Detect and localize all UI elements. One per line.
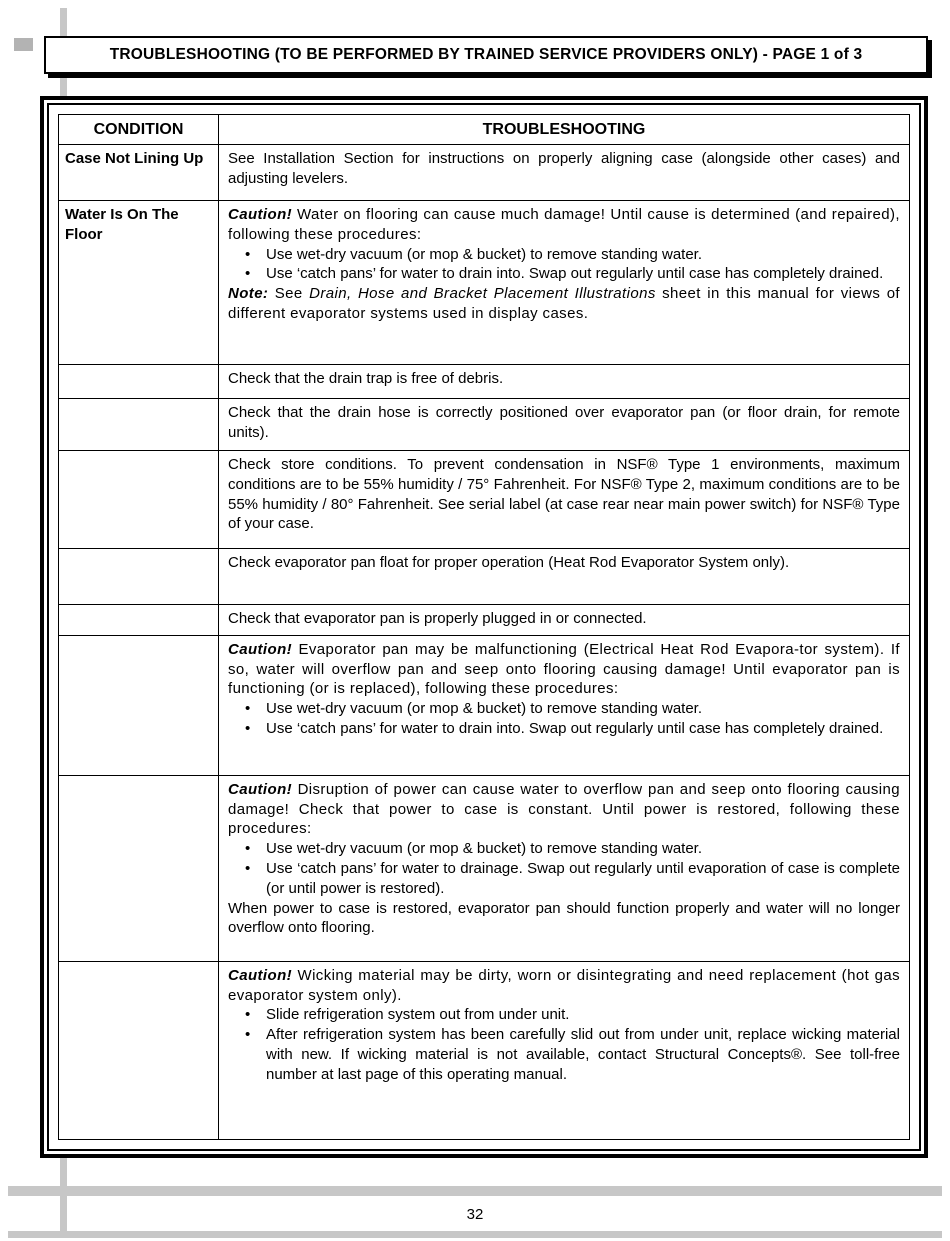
paragraph [228,455,900,534]
table-row [59,549,910,605]
text-segment: Use ‘catch pans’ for water to drainage. Swap out regularly until evaporation of case is complete (or until power is restored). [266,859,900,897]
text-segment: Drain, Hose and Bracket Placement Illustrations [309,285,656,303]
text-content [228,370,503,387]
text-segment: Check that evaporator pan is properly plugged in or connected. [228,610,647,627]
corner-registration-mark [14,38,33,51]
table-row [59,451,910,549]
paragraph [228,553,900,573]
paragraph [228,966,900,1006]
text-segment: Check that the drain trap is free of debris. [228,370,504,387]
bullet-item [228,1025,900,1084]
paragraph [228,403,900,443]
bullet-icon: • [245,1006,251,1024]
text-segment: Caution! [228,206,293,223]
text-content [266,719,900,739]
paragraph [228,205,900,245]
text-segment: See Installation Section for instructions on properly aligning case (alongside other cases) and adjusting levelers. [228,150,900,187]
condition-cell [59,451,219,549]
text-segment: Evaporator pan may be malfunctioning (Electrical Heat Rod Evapora-tor system). If so, water will overflow pan and seep onto flooring causing damage! Until evaporator pan is functioning (or is replaced), following these procedures: [228,640,900,698]
text-segment: Use wet-dry vacuum (or mop & bucket) to remove standing water. [266,840,703,858]
text-segment: Use ‘catch pans’ for water to drain into. Swap out regularly until case has completely drained. [266,719,884,737]
text-segment: Use wet-dry vacuum (or mop & bucket) to remove standing water. [266,245,703,263]
table-row [59,201,910,365]
paragraph [228,609,900,629]
text-segment: Check evaporator pan float for proper operation (Heat Rod Evaporator System only). [228,554,790,571]
table-row [59,775,910,961]
text-segment: Use ‘catch pans’ for water to drain into. Swap out regularly until case has completely drained. [266,265,884,283]
condition-cell: Case Not Lining Up [59,145,219,201]
text-content [228,150,900,187]
text-segment: After refrigeration system has been carefully slid out from under unit, replace wicking material with new. If wicking material is not available, contact Structural Concepts®. See toll-free number at last page of this operating manual. [266,1026,900,1083]
bullet-item [228,719,900,739]
text-segment: Use wet-dry vacuum (or mop & bucket) to remove standing water. [266,700,703,718]
troubleshooting-cell [219,399,910,451]
table-row [59,145,910,201]
bullet-item [228,1005,900,1025]
troubleshooting-cell [219,549,910,605]
text-content [228,456,900,532]
troubleshooting-cell [219,365,910,399]
text-content [266,1005,900,1025]
condition-cell [59,399,219,451]
table-row [59,635,910,775]
text-content [228,206,900,243]
footer-decoration-bar-top [8,1186,942,1196]
text-segment: See [268,285,310,303]
bullet-icon: • [245,840,251,858]
bullet-icon: • [245,265,251,283]
paragraph [228,149,900,189]
table-header-row [59,115,910,145]
text-segment: Caution! [228,640,293,658]
text-content [228,285,900,322]
paragraph [228,899,900,939]
paragraph [228,780,900,839]
text-segment: sheet in this manual for views of different evaporator systems used in display cases. [228,285,900,322]
paragraph [228,369,900,389]
bullet-item [228,859,900,899]
text-segment: Caution! [228,780,293,798]
text-content [228,967,900,1004]
paragraph [228,284,900,324]
troubleshooting-cell [219,451,910,549]
bullet-icon: • [245,700,251,718]
text-content [266,1025,900,1084]
bullet-item [228,839,900,859]
table-row [59,399,910,451]
text-segment: Check store conditions. To prevent condensation in NSF® Type 1 environments, maximum conditions are to be 55% humidity / 75° Fahrenheit. For NSF® Type 2, maximum conditions are to be 55% humidity / 80° Fahrenheit. See serial label (at case rear near main power switch) for NSF® Type of your case. [228,456,900,533]
condition-cell [59,365,219,399]
page-header-banner [44,36,928,74]
text-content [266,699,900,719]
text-content [228,781,900,838]
text-content [228,404,900,441]
column-header-troubleshooting: TROUBLESHOOTING [219,115,910,145]
troubleshooting-table [58,114,910,1140]
condition-cell [59,635,219,775]
text-segment: Slide refrigeration system out from under unit. [266,1006,570,1024]
text-content [266,245,900,265]
table-body [59,145,910,1140]
column-header-condition: CONDITION [59,115,219,145]
page-header-title: TROUBLESHOOTING (TO BE PERFORMED BY TRAINED SERVICE PROVIDERS ONLY) - PAGE 1 of 3 [109,46,863,63]
condition-cell [59,775,219,961]
text-content [228,900,900,937]
text-content [266,859,900,899]
troubleshooting-cell [219,961,910,1139]
text-segment: Note: [228,285,269,303]
text-content [228,554,789,571]
troubleshooting-table-inner-border [47,103,921,1151]
footer-decoration-bar-bottom [8,1231,942,1238]
bullet-icon: • [245,245,251,263]
bullet-item [228,245,900,265]
text-segment: Wicking material may be dirty, worn or disintegrating and need replacement (hot gas evaporator system only). [228,966,900,1004]
condition-cell [59,961,219,1139]
troubleshooting-cell [219,775,910,961]
condition-cell [59,549,219,605]
table-row [59,961,910,1139]
bullet-item [228,699,900,719]
paragraph [228,640,900,699]
text-content [228,641,900,698]
troubleshooting-table-frame [40,96,928,1158]
text-segment: Disruption of power can cause water to overflow pan and seep onto flooring causing damage! Check that power to case is constant. Until power is restored, following these procedures: [228,780,900,838]
troubleshooting-cell [219,201,910,365]
text-content [266,264,900,284]
text-segment: When power to case is restored, evaporator pan should function properly and water will no longer overflow onto flooring. [228,899,900,937]
condition-cell [59,605,219,636]
text-segment: Check that the drain hose is correctly positioned over evaporator pan (or floor drain, for remote units). [228,404,900,441]
text-segment: Water on flooring can cause much damage! Until cause is determined (and repaired), following these procedures: [228,206,900,243]
text-content [266,839,900,859]
text-content [228,610,647,627]
table-row [59,605,910,636]
text-segment: Caution! [228,966,293,984]
bullet-icon: • [245,1026,251,1044]
bullet-icon: • [245,859,251,877]
condition-cell: Water Is On The Floor [59,201,219,365]
troubleshooting-cell [219,145,910,201]
page-number: 32 [466,1206,484,1223]
troubleshooting-cell [219,605,910,636]
bullet-item [228,264,900,284]
table-row [59,365,910,399]
troubleshooting-cell [219,635,910,775]
bullet-icon: • [245,719,251,737]
